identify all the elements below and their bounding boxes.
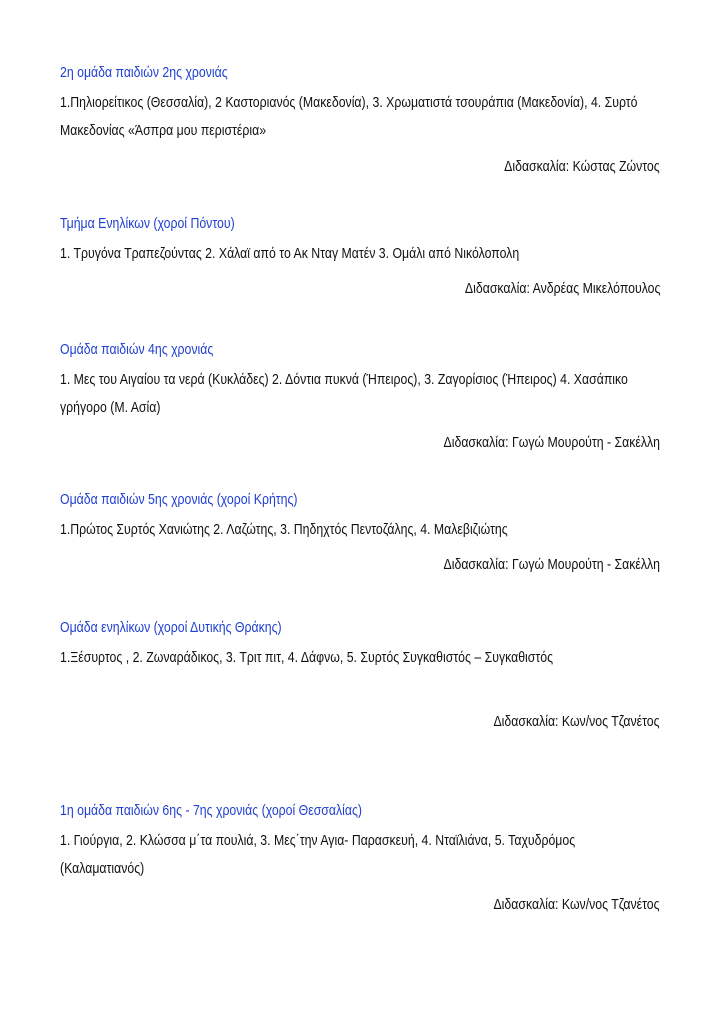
section-5th-year-children-crete <box>60 491 660 573</box>
teacher-line: Διδασκαλία: Γωγώ Μουρούτη - Σακέλλη <box>443 434 660 451</box>
section-2nd-year-children <box>60 64 660 175</box>
section-heading: 1η ομάδα παιδιών 6ης - 7ης χρονιάς (χοροί Θεσσαλίας) <box>60 802 363 819</box>
section-adults-pontus <box>60 215 660 297</box>
teacher-line: Διδασκαλία: Κώστας Ζώντος <box>504 158 660 175</box>
teacher-line: Διδασκαλία: Ανδρέας Μικελόπουλος <box>464 280 660 297</box>
section-6th-7th-year-children-thessaly <box>60 802 660 913</box>
dance-list: 1.Πρώτος Συρτός Χανιώτης 2. Λαζώτης, 3. Πηδηχτός Πεντοζάλης, 4. Μαλεβιζιώτης <box>60 521 508 538</box>
section-4th-year-children <box>60 341 660 451</box>
section-heading: Τμήμα Ενηλίκων (χοροί Πόντου) <box>60 215 235 232</box>
dance-list: 1. Τρυγόνα Τραπεζούντας 2. Χάλαϊ από το Ακ Νταγ Ματέν 3. Ομάλι από Νικόλοπολη <box>60 245 520 262</box>
section-heading: 2η ομάδα παιδιών 2ης χρονιάς <box>60 64 228 81</box>
dance-list: 1.Πηλιορείτικος (Θεσσαλία), 2 Καστοριανός (Μακεδονία), 3. Χρωματιστά τσουράπια (Μακεδονία), 4. Συρτό Μακεδονίας «Άσπρα μου περιστέρια» <box>60 94 638 139</box>
section-heading: Ομάδα παιδιών 5ης χρονιάς (χοροί Κρήτης) <box>60 491 298 508</box>
teacher-line: Διδασκαλία: Κων/νος Τζανέτος <box>493 713 660 730</box>
dance-list: 1.Ξέσυρτος , 2. Ζωναράδικος, 3. Τριτ πιτ, 4. Δάφνω, 5. Συρτός Συγκαθιστός – Συγκαθιστός <box>60 649 554 666</box>
teacher-line: Διδασκαλία: Κων/νος Τζανέτος <box>493 896 660 913</box>
dance-list: 1. Μες του Αιγαίου τα νερά (Κυκλάδες) 2. Δόντια πυκνά (Ήπειρος), 3. Ζαγορίσιος (Ήπειρος) 4. Χασάπικο γρήγορο (Μ. Ασία) <box>60 371 628 416</box>
section-heading: Ομάδα ενηλίκων (χοροί Δυτικής Θράκης) <box>60 619 282 636</box>
section-heading: Ομάδα παιδιών 4ης χρονιάς <box>60 341 214 358</box>
section-adults-western-thrace <box>60 619 660 730</box>
teacher-line: Διδασκαλία: Γωγώ Μουρούτη - Σακέλλη <box>443 556 660 573</box>
dance-list: 1. Γιούργια, 2. Κλώσσα μ΄τα πουλιά, 3. Μες΄την Αγια- Παρασκευή, 4. Νταϊλιάνα, 5. Ταχυδρόμος (Καλαματιανός) <box>60 832 576 877</box>
